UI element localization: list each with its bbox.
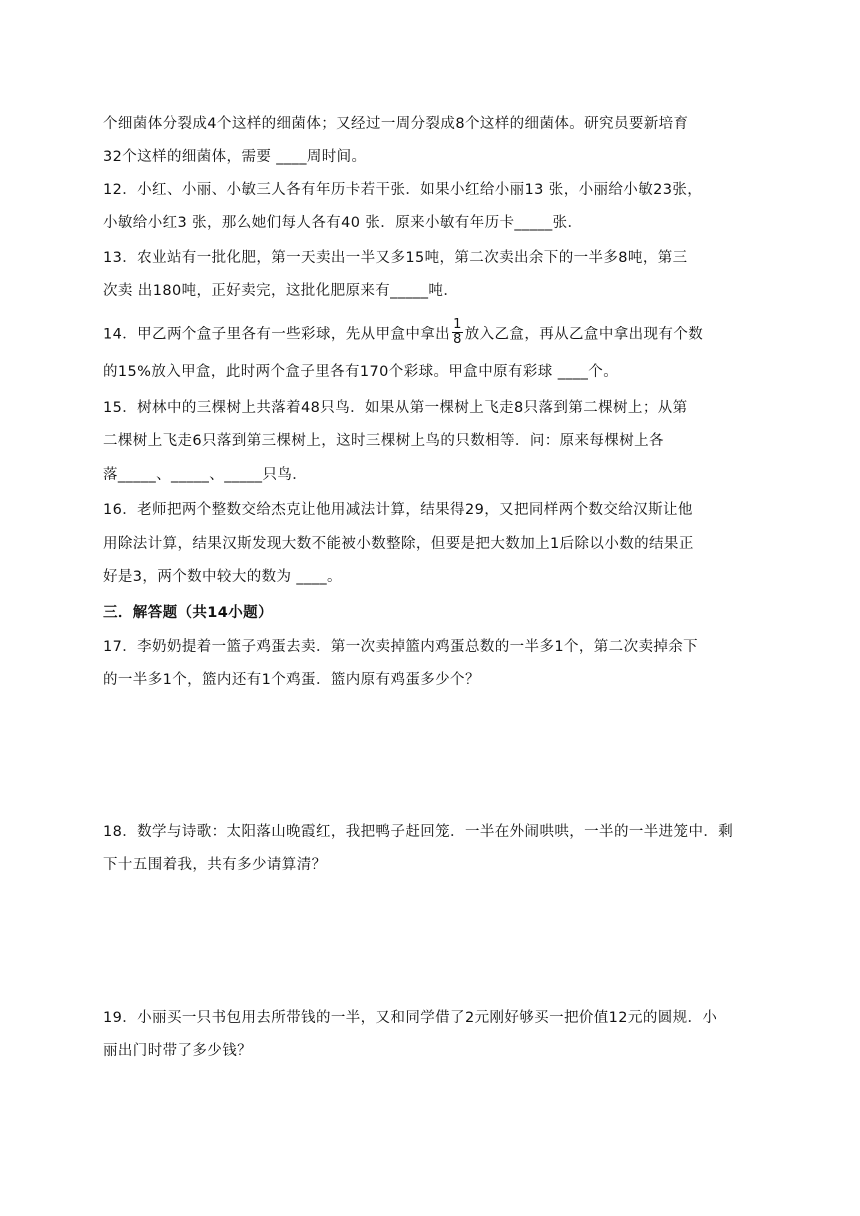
text-line: 好是3，两个数中较大的数为 ____。: [103, 569, 342, 585]
text-line: 个细菌体分裂成4个这样的细菌体；又经过一周分裂成8个这样的细菌体。研究员要新培育: [103, 116, 689, 132]
text-line: 32个这样的细菌体，需要 ____周时间。: [103, 149, 367, 165]
text-line: 13．农业站有一批化肥，第一天卖出一半又多15吨，第二次卖出余下的一半多8吨，第三: [103, 250, 688, 266]
text-line: 12．小红、小丽、小敏三人各有年历卡若干张．如果小红给小丽13 张，小丽给小敏23张，: [103, 182, 703, 198]
fraction-denominator: 8: [453, 332, 462, 347]
question-17-line-2: 的一半多1个，篮内还有1个鸡蛋．篮内原有鸡蛋多少个？: [103, 672, 480, 688]
text-line: 次卖 出180吨，正好卖完，这批化肥原来有_____吨．: [103, 283, 459, 299]
question-18-line-1: 18．数学与诗歌：太阳落山晚霞红，我把鸭子赶回笼．一半在外闹哄哄，一半的一半进笼中．剩: [103, 824, 734, 840]
section-title: 三．解答题（共14小题）: [103, 605, 273, 621]
text-line: 二棵树上飞走6只落到第三棵树上，这时三棵树上鸟的只数相等．问：原来每棵树上各: [103, 433, 664, 449]
fraction-numerator: 1: [453, 317, 462, 332]
fraction-one-eighth: [452, 318, 463, 347]
question-19-line-2: 丽出门时带了多少钱？: [103, 1043, 252, 1059]
text-line: 落_____、_____、_____只鸟．: [103, 467, 308, 483]
text-line: 16．老师把两个整数交给杰克让他用减法计算，结果得29，又把同样两个数交给汉斯让他: [103, 502, 693, 518]
question-14-line-1: [103, 317, 763, 349]
question-14-line-2: 的15%放入甲盒，此时两个盒子里各有170个彩球。甲盒中原有彩球 ____个。: [103, 364, 619, 380]
text-line: 15．树林中的三棵树上共落着48只鸟．如果从第一棵树上飞走8只落到第二棵树上；从第: [103, 400, 688, 416]
text-line: 小敏给小红3 张，那么她们每人各有40 张．原来小敏有年历卡_____张．: [103, 215, 583, 231]
question-17-line-1: 17．李奶奶提着一篮子鸡蛋去卖．第一次卖掉篮内鸡蛋总数的一半多1个，第二次卖掉余下: [103, 639, 699, 655]
q14-text-after-fraction: 放入乙盒，再从乙盒中拿出现有个数: [464, 326, 704, 343]
question-19-line-1: 19．小丽买一只书包用去所带钱的一半，又和同学借了2元刚好够买一把价值12元的圆规．小: [103, 1010, 718, 1026]
question-18-line-2: 下十五围着我，共有多少请算清？: [103, 857, 327, 873]
text-line: 用除法计算，结果汉斯发现大数不能被小数整除，但要是把大数加上1后除以小数的结果正: [103, 536, 694, 552]
q14-text-before-fraction: 14．甲乙两个盒子里各有一些彩球，先从甲盒中拿出: [103, 326, 451, 343]
